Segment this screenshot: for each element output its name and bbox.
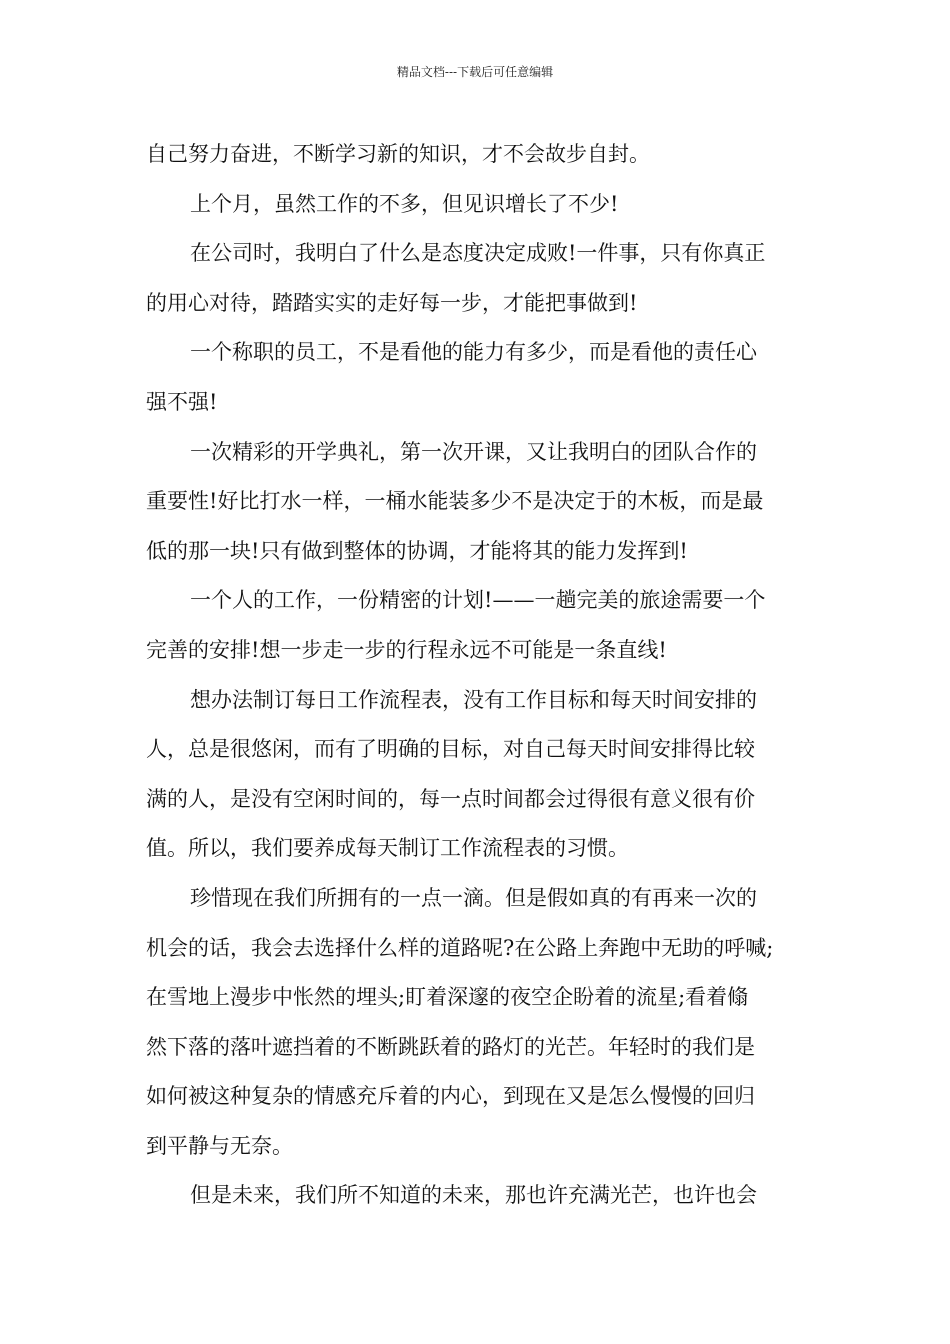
text-line: 然下落的落叶遮挡着的不断跳跃着的路灯的光芒。年轻时的我们是 <box>146 1034 755 1059</box>
text-line: 想办法制订每日工作流程表，没有工作目标和每天时间安排的 <box>190 687 757 712</box>
text-line: 一个人的工作，一份精密的计划!——一趟完美的旅途需要一个 <box>190 588 766 613</box>
text-line: 在雪地上漫步中怅然的埋头;盯着深邃的夜空企盼着的流星;看着翛 <box>146 985 749 1010</box>
document-body <box>146 130 814 1221</box>
text-line: 满的人，是没有空闲时间的，每一点时间都会过得很有意义很有价 <box>146 786 755 811</box>
text-line: 一次精彩的开学典礼，第一次开课，又让我明白的团队合作的 <box>190 439 757 464</box>
text-line: 自己努力奋进，不断学习新的知识，才不会故步自封。 <box>146 142 650 166</box>
text-line: 珍惜现在我们所拥有的一点一滴。但是假如真的有再来一次的 <box>190 885 757 910</box>
text-line: 一个称职的员工，不是看他的能力有多少，而是看他的责任心 <box>190 340 757 365</box>
text-line: 机会的话，我会去选择什么样的道路呢?在公路上奔跑中无助的呼喊; <box>146 935 774 960</box>
page-header: 精品文档---下载后可任意编辑 <box>396 65 554 79</box>
text-line: 上个月，虽然工作的不多，但见识增长了不少! <box>190 191 619 216</box>
text-line: 但是未来，我们所不知道的未来，那也许充满光芒，也许也会 <box>190 1183 757 1208</box>
text-line: 到平静与无奈。 <box>146 1133 293 1158</box>
text-line: 低的那一块!只有做到整体的协调，才能将其的能力发挥到! <box>146 538 688 563</box>
text-line: 如何被这种复杂的情感充斥着的内心，到现在又是怎么慢慢的回归 <box>146 1084 755 1109</box>
text-line: 的用心对待，踏踏实实的走好每一步，才能把事做到! <box>146 290 638 315</box>
text-line: 强不强! <box>146 389 218 414</box>
text-line: 在公司时，我明白了什么是态度决定成败!一件事，只有你真正 <box>190 241 766 266</box>
text-line: 重要性!好比打水一样，一桶水能装多少不是决定于的木板，而是最 <box>146 489 764 514</box>
text-line: 值。所以，我们要养成每天制订工作流程表的习惯。 <box>146 836 629 861</box>
text-line: 完善的安排!想一步走一步的行程永远不可能是一条直线! <box>146 637 667 662</box>
text-line: 人，总是很悠闲，而有了明确的目标，对自己每天时间安排得比较 <box>146 737 755 762</box>
